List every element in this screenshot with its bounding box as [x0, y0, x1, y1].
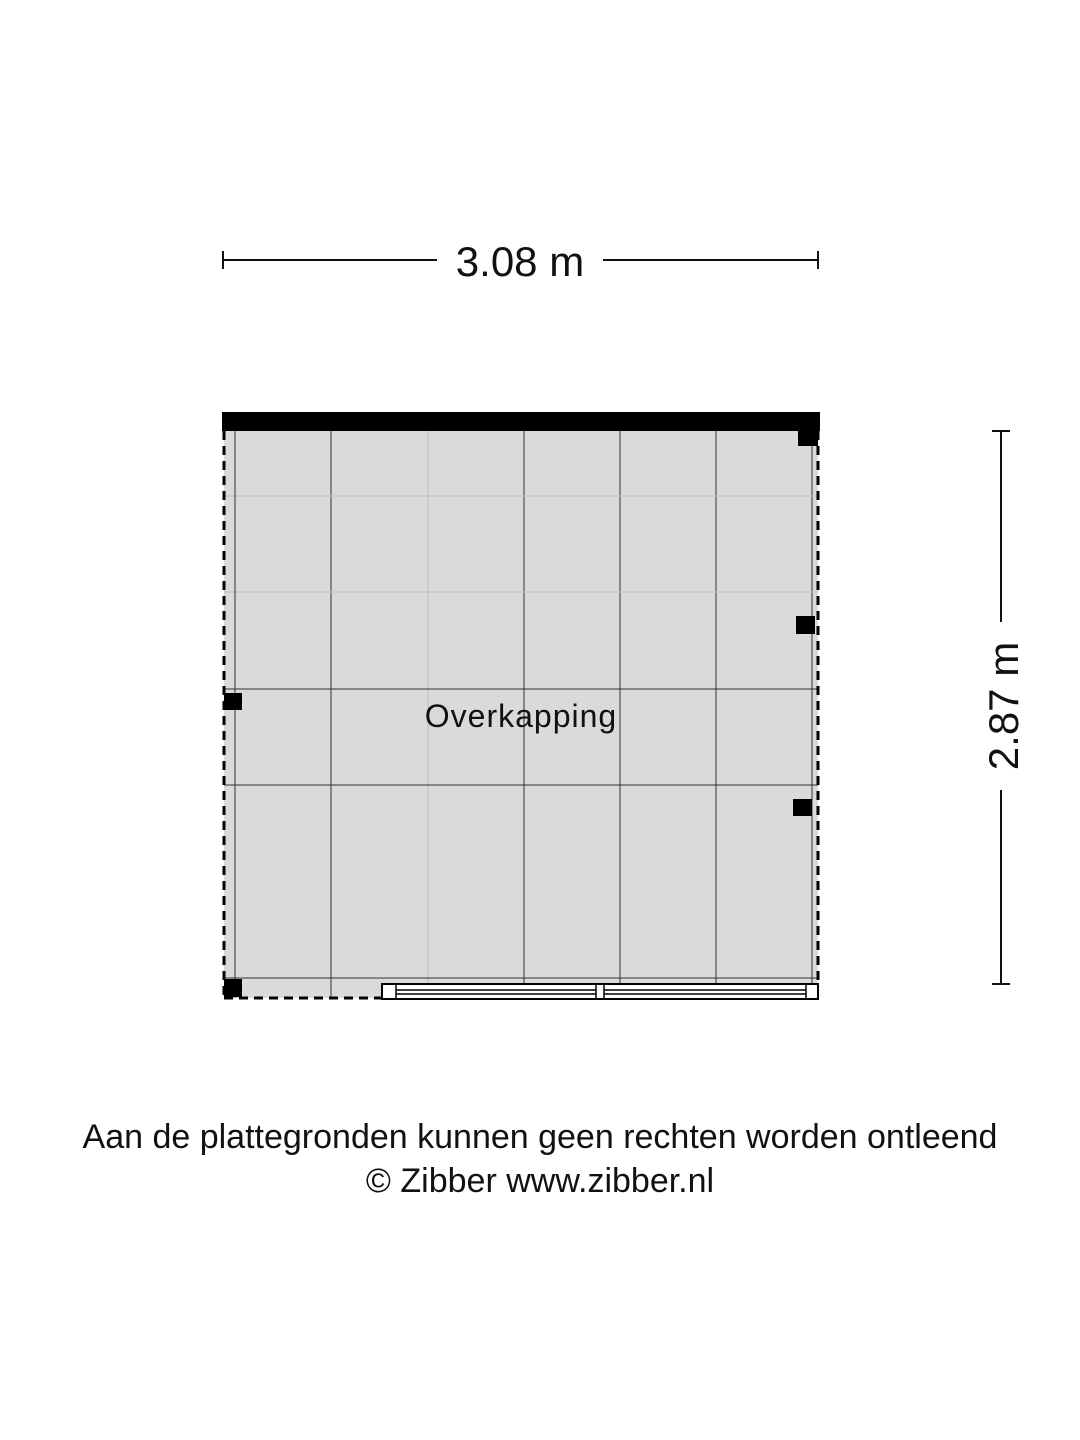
- disclaimer-text: Aan de plattegronden kunnen geen rechten worden ontleend: [82, 1118, 998, 1156]
- depth-label: 2.87 m: [980, 641, 1027, 771]
- post-top-right: [798, 428, 818, 446]
- post-right-lower: [793, 799, 812, 816]
- post-bottom-left: [224, 979, 242, 997]
- room-label: Overkapping: [424, 698, 618, 734]
- width-label: 3.08 m: [455, 238, 585, 285]
- top-wall: [222, 412, 820, 431]
- post-left-middle: [224, 693, 242, 710]
- sliding-door: [382, 984, 818, 999]
- room-overkapping: [222, 412, 820, 999]
- credit-text: © Zibber www.zibber.nl: [365, 1162, 715, 1200]
- width-dimension: [223, 238, 818, 285]
- depth-dimension: [980, 431, 1027, 984]
- post-right-upper: [796, 616, 815, 634]
